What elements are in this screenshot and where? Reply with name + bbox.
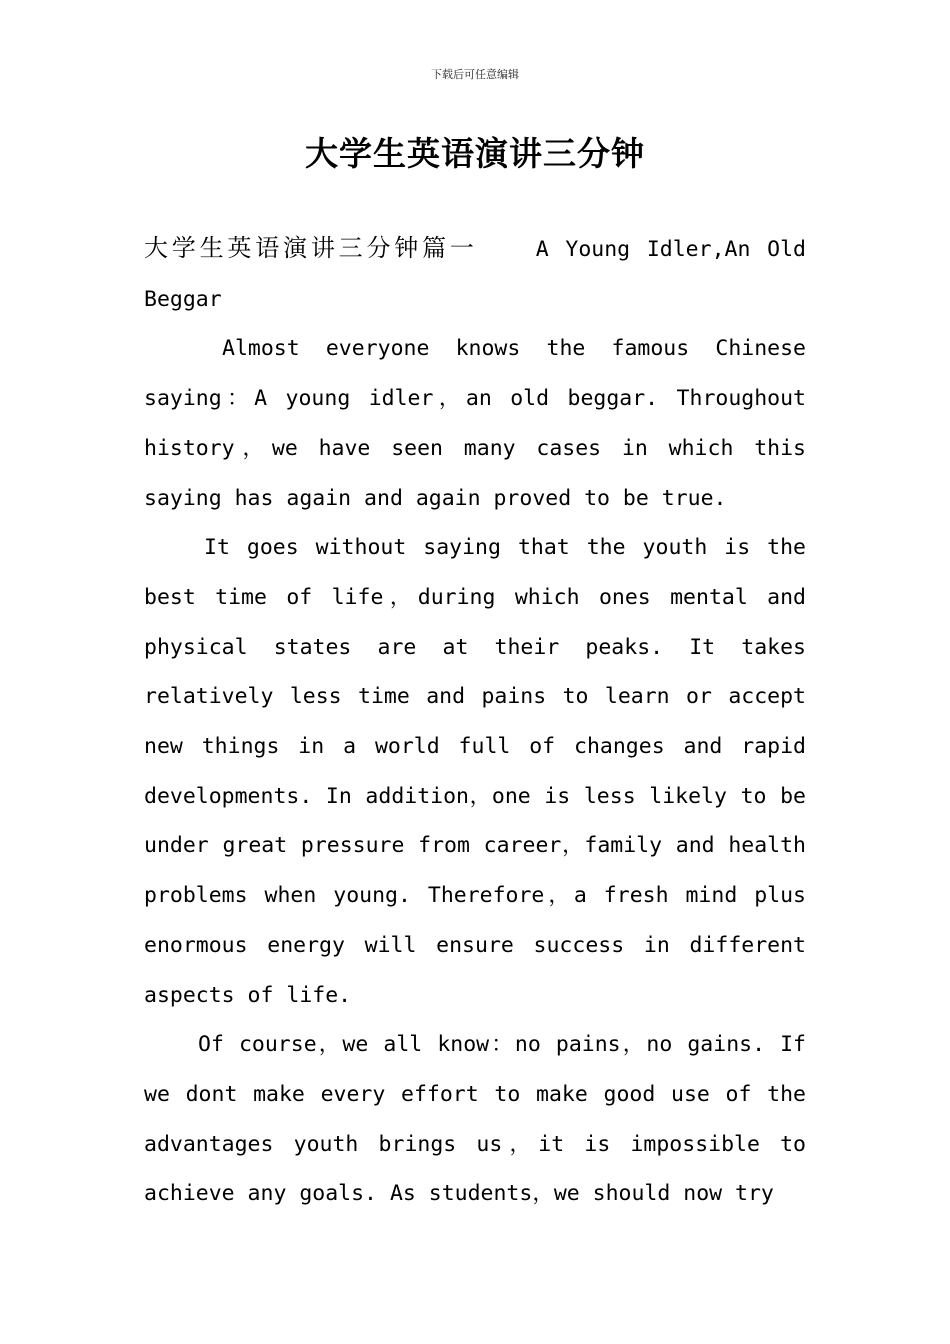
header-note: 下载后可任意编辑 <box>431 68 519 81</box>
paragraph-2: It goes without saying that the youth is the best time of life，during which ones mental and physical states are at their peaks. It takes relatively less time and pains to learn or accept new things in a world full of changes and rapid developments. In addition，one is less likely to be under great pressure from career，family and health problems when young. Therefore，a fresh mind plus enormous energy will ensure success in different aspects of life. <box>144 535 806 1008</box>
section-heading <box>144 224 806 324</box>
paragraph-1: Almost everyone knows the famous Chinese saying：A young idler，an old beggar. Throughout history，we have seen many cases in which this saying has again and again proved to be true. <box>144 336 806 511</box>
document-body <box>144 224 806 1219</box>
section-heading-cn: 大学生英语演讲三分钟篇一 <box>144 234 478 262</box>
paragraph-3: Of course，we all know：no pains，no gains. If we dont make every effort to make good use of the advantages youth brings us，it is impossible to achieve any goals. As students，we should now try <box>144 1032 806 1207</box>
document-title: 大学生英语演讲三分钟 <box>305 134 645 173</box>
section-heading-en: A Young Idler,An Old Beggar <box>144 237 806 312</box>
